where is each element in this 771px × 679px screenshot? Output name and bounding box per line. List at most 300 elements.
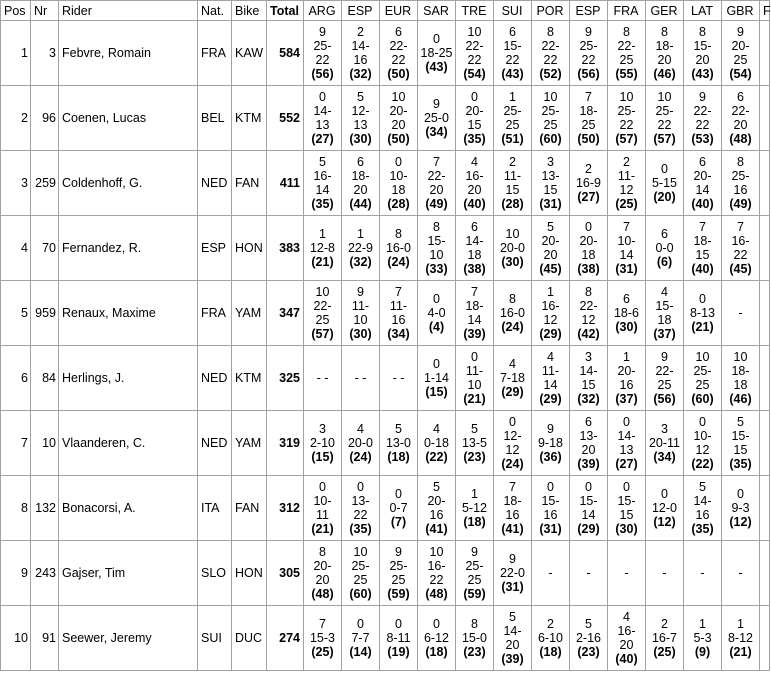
race-result-cell bbox=[646, 21, 684, 86]
race-result-line: 16 bbox=[391, 313, 406, 327]
race-result-line: 0 bbox=[433, 357, 440, 371]
race-result-cell bbox=[494, 21, 532, 86]
race-result-line: 9 bbox=[357, 285, 364, 299]
race-result-line: 20-0 bbox=[499, 241, 526, 255]
race-result-cell bbox=[722, 346, 760, 411]
race-result-cell bbox=[570, 476, 608, 541]
rider-number: 84 bbox=[31, 346, 59, 411]
race-result-cell bbox=[684, 346, 722, 411]
rider-nationality: NED bbox=[198, 346, 232, 411]
race-points: (27) bbox=[615, 457, 638, 471]
race-result-line: 10 bbox=[543, 90, 558, 104]
race-result-line: 0 bbox=[395, 617, 402, 631]
rider-name: Renaux, Maxime bbox=[59, 281, 198, 346]
race-result-line: 5 bbox=[357, 90, 364, 104]
race-result-line: 22- bbox=[313, 299, 332, 313]
race-result-cell bbox=[418, 476, 456, 541]
race-result-line: 1 bbox=[699, 617, 706, 631]
col-header-race: SAR bbox=[418, 1, 456, 21]
race-points: (30) bbox=[501, 255, 524, 269]
rider-nationality: BEL bbox=[198, 86, 232, 151]
race-points: (57) bbox=[615, 132, 638, 146]
race-result-line: 25- bbox=[693, 364, 712, 378]
race-result-line: 25 bbox=[353, 573, 368, 587]
race-result-line: 12-0 bbox=[651, 501, 678, 515]
race-points: (12) bbox=[729, 515, 752, 529]
race-result-line: 15 bbox=[543, 183, 558, 197]
col-header-race: TRE bbox=[456, 1, 494, 21]
race-result-line: 20 bbox=[619, 638, 634, 652]
race-points: (31) bbox=[615, 262, 638, 276]
race-points: (41) bbox=[425, 522, 448, 536]
race-result-line: 10 bbox=[505, 227, 520, 241]
race-result-line: 15 bbox=[619, 508, 634, 522]
race-result-line: 10- bbox=[313, 494, 332, 508]
race-result-line: 4 bbox=[623, 610, 630, 624]
race-points: (42) bbox=[577, 327, 600, 341]
race-result-cell bbox=[570, 21, 608, 86]
race-result-line: 2 bbox=[357, 25, 364, 39]
race-result-line: 14- bbox=[693, 494, 712, 508]
race-result-cell bbox=[722, 216, 760, 281]
race-result-line: 22-9 bbox=[347, 241, 374, 255]
race-result-line: 16- bbox=[427, 559, 446, 573]
rider-bike: YAM bbox=[232, 281, 267, 346]
race-result-cell bbox=[418, 151, 456, 216]
race-result-cell bbox=[342, 216, 380, 281]
race-result-line: 18- bbox=[579, 104, 598, 118]
race-result-line: 25 bbox=[657, 378, 672, 392]
race-result-cell bbox=[380, 21, 418, 86]
race-result-line: 22 bbox=[353, 508, 368, 522]
table-row bbox=[1, 86, 770, 151]
race-result-line: 20- bbox=[465, 104, 484, 118]
race-result-line: 15- bbox=[541, 494, 560, 508]
col-header-race: ESP bbox=[570, 1, 608, 21]
race-result-line: 22 bbox=[391, 53, 406, 67]
table-header bbox=[1, 1, 770, 21]
race-result-line: 4 bbox=[471, 155, 478, 169]
race-result-line: 20 bbox=[581, 443, 596, 457]
race-points: (56) bbox=[577, 67, 600, 81]
race-result-line: 5 bbox=[699, 480, 706, 494]
race-result-cell bbox=[532, 216, 570, 281]
race-result-line: 15- bbox=[731, 429, 750, 443]
race-points: (12) bbox=[653, 515, 676, 529]
extra-cell bbox=[760, 606, 770, 671]
race-points: (31) bbox=[539, 197, 562, 211]
race-result-cell bbox=[304, 476, 342, 541]
race-result-cell bbox=[342, 151, 380, 216]
race-points: (21) bbox=[691, 320, 714, 334]
race-result-cell bbox=[608, 21, 646, 86]
rider-bike: KAW bbox=[232, 21, 267, 86]
race-result-line: 0 bbox=[395, 487, 402, 501]
rider-bike: KTM bbox=[232, 346, 267, 411]
race-result-line: 0 bbox=[357, 617, 364, 631]
race-result-cell bbox=[418, 606, 456, 671]
race-result-line: 18-25 bbox=[420, 46, 453, 60]
race-points: (35) bbox=[729, 457, 752, 471]
race-result-cell bbox=[570, 606, 608, 671]
race-result-line: 10 bbox=[429, 248, 444, 262]
rider-total-points: 383 bbox=[267, 216, 304, 281]
race-points: (30) bbox=[615, 320, 638, 334]
race-points: (34) bbox=[387, 327, 410, 341]
race-result-line: 15- bbox=[503, 39, 522, 53]
race-result-line: 1 bbox=[319, 227, 326, 241]
race-points: (55) bbox=[615, 67, 638, 81]
race-points: (56) bbox=[653, 392, 676, 406]
race-result-cell bbox=[570, 346, 608, 411]
rider-position: 1 bbox=[1, 21, 31, 86]
race-result-line: 16- bbox=[617, 624, 636, 638]
race-result-cell bbox=[380, 151, 418, 216]
race-result-line: 0 bbox=[585, 480, 592, 494]
race-result-cell bbox=[646, 606, 684, 671]
race-result-cell bbox=[684, 606, 722, 671]
race-result-cell bbox=[684, 21, 722, 86]
rider-position: 7 bbox=[1, 411, 31, 476]
race-result-line: 5 bbox=[471, 422, 478, 436]
race-points: (34) bbox=[425, 125, 448, 139]
extra-cell bbox=[760, 216, 770, 281]
race-result-cell bbox=[342, 21, 380, 86]
race-result-cell bbox=[380, 606, 418, 671]
race-result-line: 18 bbox=[391, 183, 406, 197]
race-points: (49) bbox=[729, 197, 752, 211]
race-result-line: 15- bbox=[655, 299, 674, 313]
rider-name: Coldenhoff, G. bbox=[59, 151, 198, 216]
race-points: (54) bbox=[729, 67, 752, 81]
race-points: (18) bbox=[425, 645, 448, 659]
race-result-cell bbox=[304, 216, 342, 281]
race-points: (49) bbox=[425, 197, 448, 211]
race-result-cell bbox=[456, 216, 494, 281]
rider-total-points: 347 bbox=[267, 281, 304, 346]
race-result-line: 6 bbox=[585, 415, 592, 429]
race-points: (22) bbox=[425, 450, 448, 464]
race-result-cell bbox=[646, 476, 684, 541]
race-result-line: 16- bbox=[731, 234, 750, 248]
race-points: (56) bbox=[311, 67, 334, 81]
race-points: (30) bbox=[349, 132, 372, 146]
race-result-cell bbox=[570, 216, 608, 281]
race-result-line: 1 bbox=[509, 90, 516, 104]
race-result-line: 9 bbox=[509, 552, 516, 566]
race-result-line: 2 bbox=[509, 155, 516, 169]
race-result-cell bbox=[684, 476, 722, 541]
race-result-cell bbox=[608, 346, 646, 411]
col-header-race: FRA bbox=[608, 1, 646, 21]
race-result-line: 0 bbox=[547, 480, 554, 494]
race-result-line: 20-11 bbox=[648, 436, 681, 450]
race-points: (4) bbox=[428, 320, 445, 334]
race-result-cell bbox=[380, 476, 418, 541]
race-result-line: 18 bbox=[657, 313, 672, 327]
race-result-line: 9 bbox=[737, 25, 744, 39]
col-header-rider: Rider bbox=[59, 1, 198, 21]
race-result-line: 3 bbox=[319, 422, 326, 436]
race-points: (46) bbox=[653, 67, 676, 81]
race-result-line: 16-9 bbox=[575, 176, 602, 190]
rider-number: 91 bbox=[31, 606, 59, 671]
race-result-cell bbox=[456, 411, 494, 476]
race-points: (48) bbox=[729, 132, 752, 146]
race-result-cell bbox=[304, 86, 342, 151]
race-result-line: 25- bbox=[731, 169, 750, 183]
extra-cell bbox=[760, 281, 770, 346]
rider-nationality: ESP bbox=[198, 216, 232, 281]
race-result-line: 9 bbox=[661, 350, 668, 364]
race-result-cell bbox=[684, 151, 722, 216]
race-result-cell bbox=[456, 151, 494, 216]
extra-cell bbox=[760, 476, 770, 541]
race-result-cell bbox=[494, 606, 532, 671]
race-result-line: 12 bbox=[619, 183, 634, 197]
race-result-line: 15- bbox=[427, 234, 446, 248]
race-result-cell bbox=[304, 151, 342, 216]
race-result-line: 16 bbox=[429, 508, 444, 522]
race-result-line: 4 bbox=[433, 422, 440, 436]
race-points: (22) bbox=[691, 457, 714, 471]
race-result-line: 5 bbox=[319, 155, 326, 169]
race-result-line: 0-18 bbox=[423, 436, 450, 450]
race-result-line: 11- bbox=[503, 169, 522, 183]
race-points: (29) bbox=[539, 392, 562, 406]
race-result-line: 22- bbox=[541, 39, 560, 53]
race-result-cell bbox=[342, 86, 380, 151]
race-result-cell bbox=[684, 216, 722, 281]
race-result-cell bbox=[418, 411, 456, 476]
race-result-line: 20- bbox=[693, 169, 712, 183]
race-result-line: 10 bbox=[695, 350, 710, 364]
race-result-line: - bbox=[662, 566, 667, 580]
col-header-race: LAT bbox=[684, 1, 722, 21]
race-result-line: 9 bbox=[319, 25, 326, 39]
race-points: (20) bbox=[653, 190, 676, 204]
race-points: (60) bbox=[539, 132, 562, 146]
race-result-line: 5 bbox=[509, 610, 516, 624]
race-result-line: - bbox=[700, 566, 705, 580]
race-result-line: 14 bbox=[543, 378, 558, 392]
race-result-cell bbox=[684, 281, 722, 346]
race-result-line: 7 bbox=[585, 90, 592, 104]
race-result-line: 25 bbox=[543, 118, 558, 132]
race-result-line: 14- bbox=[313, 104, 332, 118]
race-result-line: - bbox=[738, 306, 743, 320]
race-result-line: 16- bbox=[465, 169, 484, 183]
rider-position: 5 bbox=[1, 281, 31, 346]
race-result-line: 18- bbox=[465, 299, 484, 313]
race-result-line: 25 bbox=[581, 118, 596, 132]
rider-position: 4 bbox=[1, 216, 31, 281]
race-result-line: 16-0 bbox=[385, 241, 412, 255]
race-result-line: 14- bbox=[503, 624, 522, 638]
race-result-cell bbox=[608, 151, 646, 216]
race-points: (35) bbox=[311, 197, 334, 211]
race-result-line: 16 bbox=[505, 508, 520, 522]
race-points: (39) bbox=[577, 457, 600, 471]
race-result-line: 20- bbox=[427, 494, 446, 508]
race-points: (27) bbox=[311, 132, 334, 146]
race-points: (35) bbox=[349, 522, 372, 536]
race-result-line: 1 bbox=[357, 227, 364, 241]
race-result-cell bbox=[494, 281, 532, 346]
race-result-line: 20- bbox=[731, 39, 750, 53]
race-result-cell bbox=[532, 346, 570, 411]
race-points: (33) bbox=[425, 262, 448, 276]
race-result-cell bbox=[722, 541, 760, 606]
extra-cell bbox=[760, 346, 770, 411]
race-result-line: 15 bbox=[695, 248, 710, 262]
race-result-cell bbox=[570, 411, 608, 476]
race-result-line: 0 bbox=[319, 90, 326, 104]
race-result-line: 25- bbox=[313, 39, 332, 53]
rider-nationality: NED bbox=[198, 151, 232, 216]
extra-cell bbox=[760, 411, 770, 476]
race-result-line: 25 bbox=[695, 378, 710, 392]
race-result-cell bbox=[646, 86, 684, 151]
race-result-line: 0 bbox=[433, 617, 440, 631]
race-result-line: 15 bbox=[505, 183, 520, 197]
header-row bbox=[1, 1, 770, 21]
race-result-cell bbox=[532, 281, 570, 346]
race-result-line: 10 bbox=[619, 90, 634, 104]
race-result-line: 18 bbox=[581, 248, 596, 262]
race-result-line: 20 bbox=[695, 53, 710, 67]
race-result-line: 15- bbox=[693, 39, 712, 53]
race-result-line: 22- bbox=[389, 39, 408, 53]
rider-name: Gajser, Tim bbox=[59, 541, 198, 606]
race-points: (52) bbox=[539, 67, 562, 81]
race-result-line: 0 bbox=[699, 292, 706, 306]
rider-total-points: 552 bbox=[267, 86, 304, 151]
race-result-cell bbox=[304, 346, 342, 411]
race-result-cell bbox=[608, 476, 646, 541]
race-result-cell bbox=[456, 281, 494, 346]
race-points: (31) bbox=[539, 522, 562, 536]
race-result-cell bbox=[608, 86, 646, 151]
race-result-cell bbox=[646, 411, 684, 476]
race-result-line: 25- bbox=[389, 559, 408, 573]
race-result-cell bbox=[532, 86, 570, 151]
race-result-cell bbox=[684, 86, 722, 151]
race-result-cell bbox=[304, 411, 342, 476]
race-points: (18) bbox=[463, 515, 486, 529]
race-result-line: 14 bbox=[581, 508, 596, 522]
race-result-line: 7 bbox=[509, 480, 516, 494]
rider-total-points: 305 bbox=[267, 541, 304, 606]
race-result-line: 7 bbox=[395, 285, 402, 299]
rider-bike: KTM bbox=[232, 86, 267, 151]
race-result-cell bbox=[684, 411, 722, 476]
race-result-line: 5-12 bbox=[461, 501, 488, 515]
rider-nationality: NED bbox=[198, 411, 232, 476]
race-result-line: 14 bbox=[315, 183, 330, 197]
race-result-cell bbox=[722, 86, 760, 151]
race-result-cell bbox=[456, 21, 494, 86]
col-header-race: ESP bbox=[342, 1, 380, 21]
race-points: (40) bbox=[691, 197, 714, 211]
race-result-line: 13- bbox=[579, 429, 598, 443]
race-points: (21) bbox=[463, 392, 486, 406]
race-points: (21) bbox=[729, 645, 752, 659]
race-result-line: 25 bbox=[733, 53, 748, 67]
race-points: (38) bbox=[577, 262, 600, 276]
race-points: (57) bbox=[311, 327, 334, 341]
race-result-cell bbox=[494, 216, 532, 281]
race-result-line: 16- bbox=[313, 169, 332, 183]
race-result-line: 25-0 bbox=[423, 111, 450, 125]
rider-position: 6 bbox=[1, 346, 31, 411]
race-result-line: 0-7 bbox=[389, 501, 408, 515]
race-points: (43) bbox=[425, 60, 448, 74]
rider-total-points: 325 bbox=[267, 346, 304, 411]
race-result-line: 8-13 bbox=[689, 306, 716, 320]
race-result-line: 1 bbox=[737, 617, 744, 631]
race-result-line: 15 bbox=[581, 378, 596, 392]
col-header-race: POR bbox=[532, 1, 570, 21]
race-result-line: 9 bbox=[585, 25, 592, 39]
race-result-line: 7 bbox=[433, 155, 440, 169]
race-result-line: - bbox=[548, 566, 553, 580]
race-result-line: 7 bbox=[699, 220, 706, 234]
race-result-line: 4 bbox=[547, 350, 554, 364]
race-result-line: 20 bbox=[353, 183, 368, 197]
race-points: (7) bbox=[390, 515, 407, 529]
race-result-line: 10 bbox=[353, 313, 368, 327]
race-result-line: 25- bbox=[617, 104, 636, 118]
race-points: (15) bbox=[311, 450, 334, 464]
race-result-line: 9-3 bbox=[731, 501, 750, 515]
race-result-line: 16 bbox=[353, 53, 368, 67]
race-result-cell bbox=[646, 216, 684, 281]
race-result-cell bbox=[608, 281, 646, 346]
race-result-line: 7 bbox=[471, 285, 478, 299]
race-result-line: 14 bbox=[619, 248, 634, 262]
race-result-line: 1 bbox=[623, 350, 630, 364]
race-result-line: 1-14 bbox=[423, 371, 450, 385]
race-points: (19) bbox=[387, 645, 410, 659]
race-points: (21) bbox=[311, 522, 334, 536]
race-result-line: 22- bbox=[731, 104, 750, 118]
rider-number: 10 bbox=[31, 411, 59, 476]
race-result-line: 10 bbox=[315, 285, 330, 299]
race-result-cell bbox=[646, 281, 684, 346]
race-points: (41) bbox=[501, 522, 524, 536]
extra-cell bbox=[760, 86, 770, 151]
race-points: (23) bbox=[577, 645, 600, 659]
col-header-bike: Bike bbox=[232, 1, 267, 21]
race-result-cell bbox=[418, 541, 456, 606]
race-result-line: 11- bbox=[465, 364, 484, 378]
race-points: (28) bbox=[501, 197, 524, 211]
race-result-cell bbox=[570, 86, 608, 151]
race-result-line: 0 bbox=[585, 220, 592, 234]
race-points: (59) bbox=[387, 587, 410, 601]
table-row bbox=[1, 606, 770, 671]
race-result-cell bbox=[380, 411, 418, 476]
race-points: (59) bbox=[463, 587, 486, 601]
race-points: (45) bbox=[539, 262, 562, 276]
race-points: (57) bbox=[653, 132, 676, 146]
race-result-cell bbox=[380, 346, 418, 411]
race-result-line: 13 bbox=[315, 118, 330, 132]
table-row bbox=[1, 346, 770, 411]
race-result-line: 3 bbox=[661, 422, 668, 436]
race-points: (31) bbox=[501, 580, 524, 594]
